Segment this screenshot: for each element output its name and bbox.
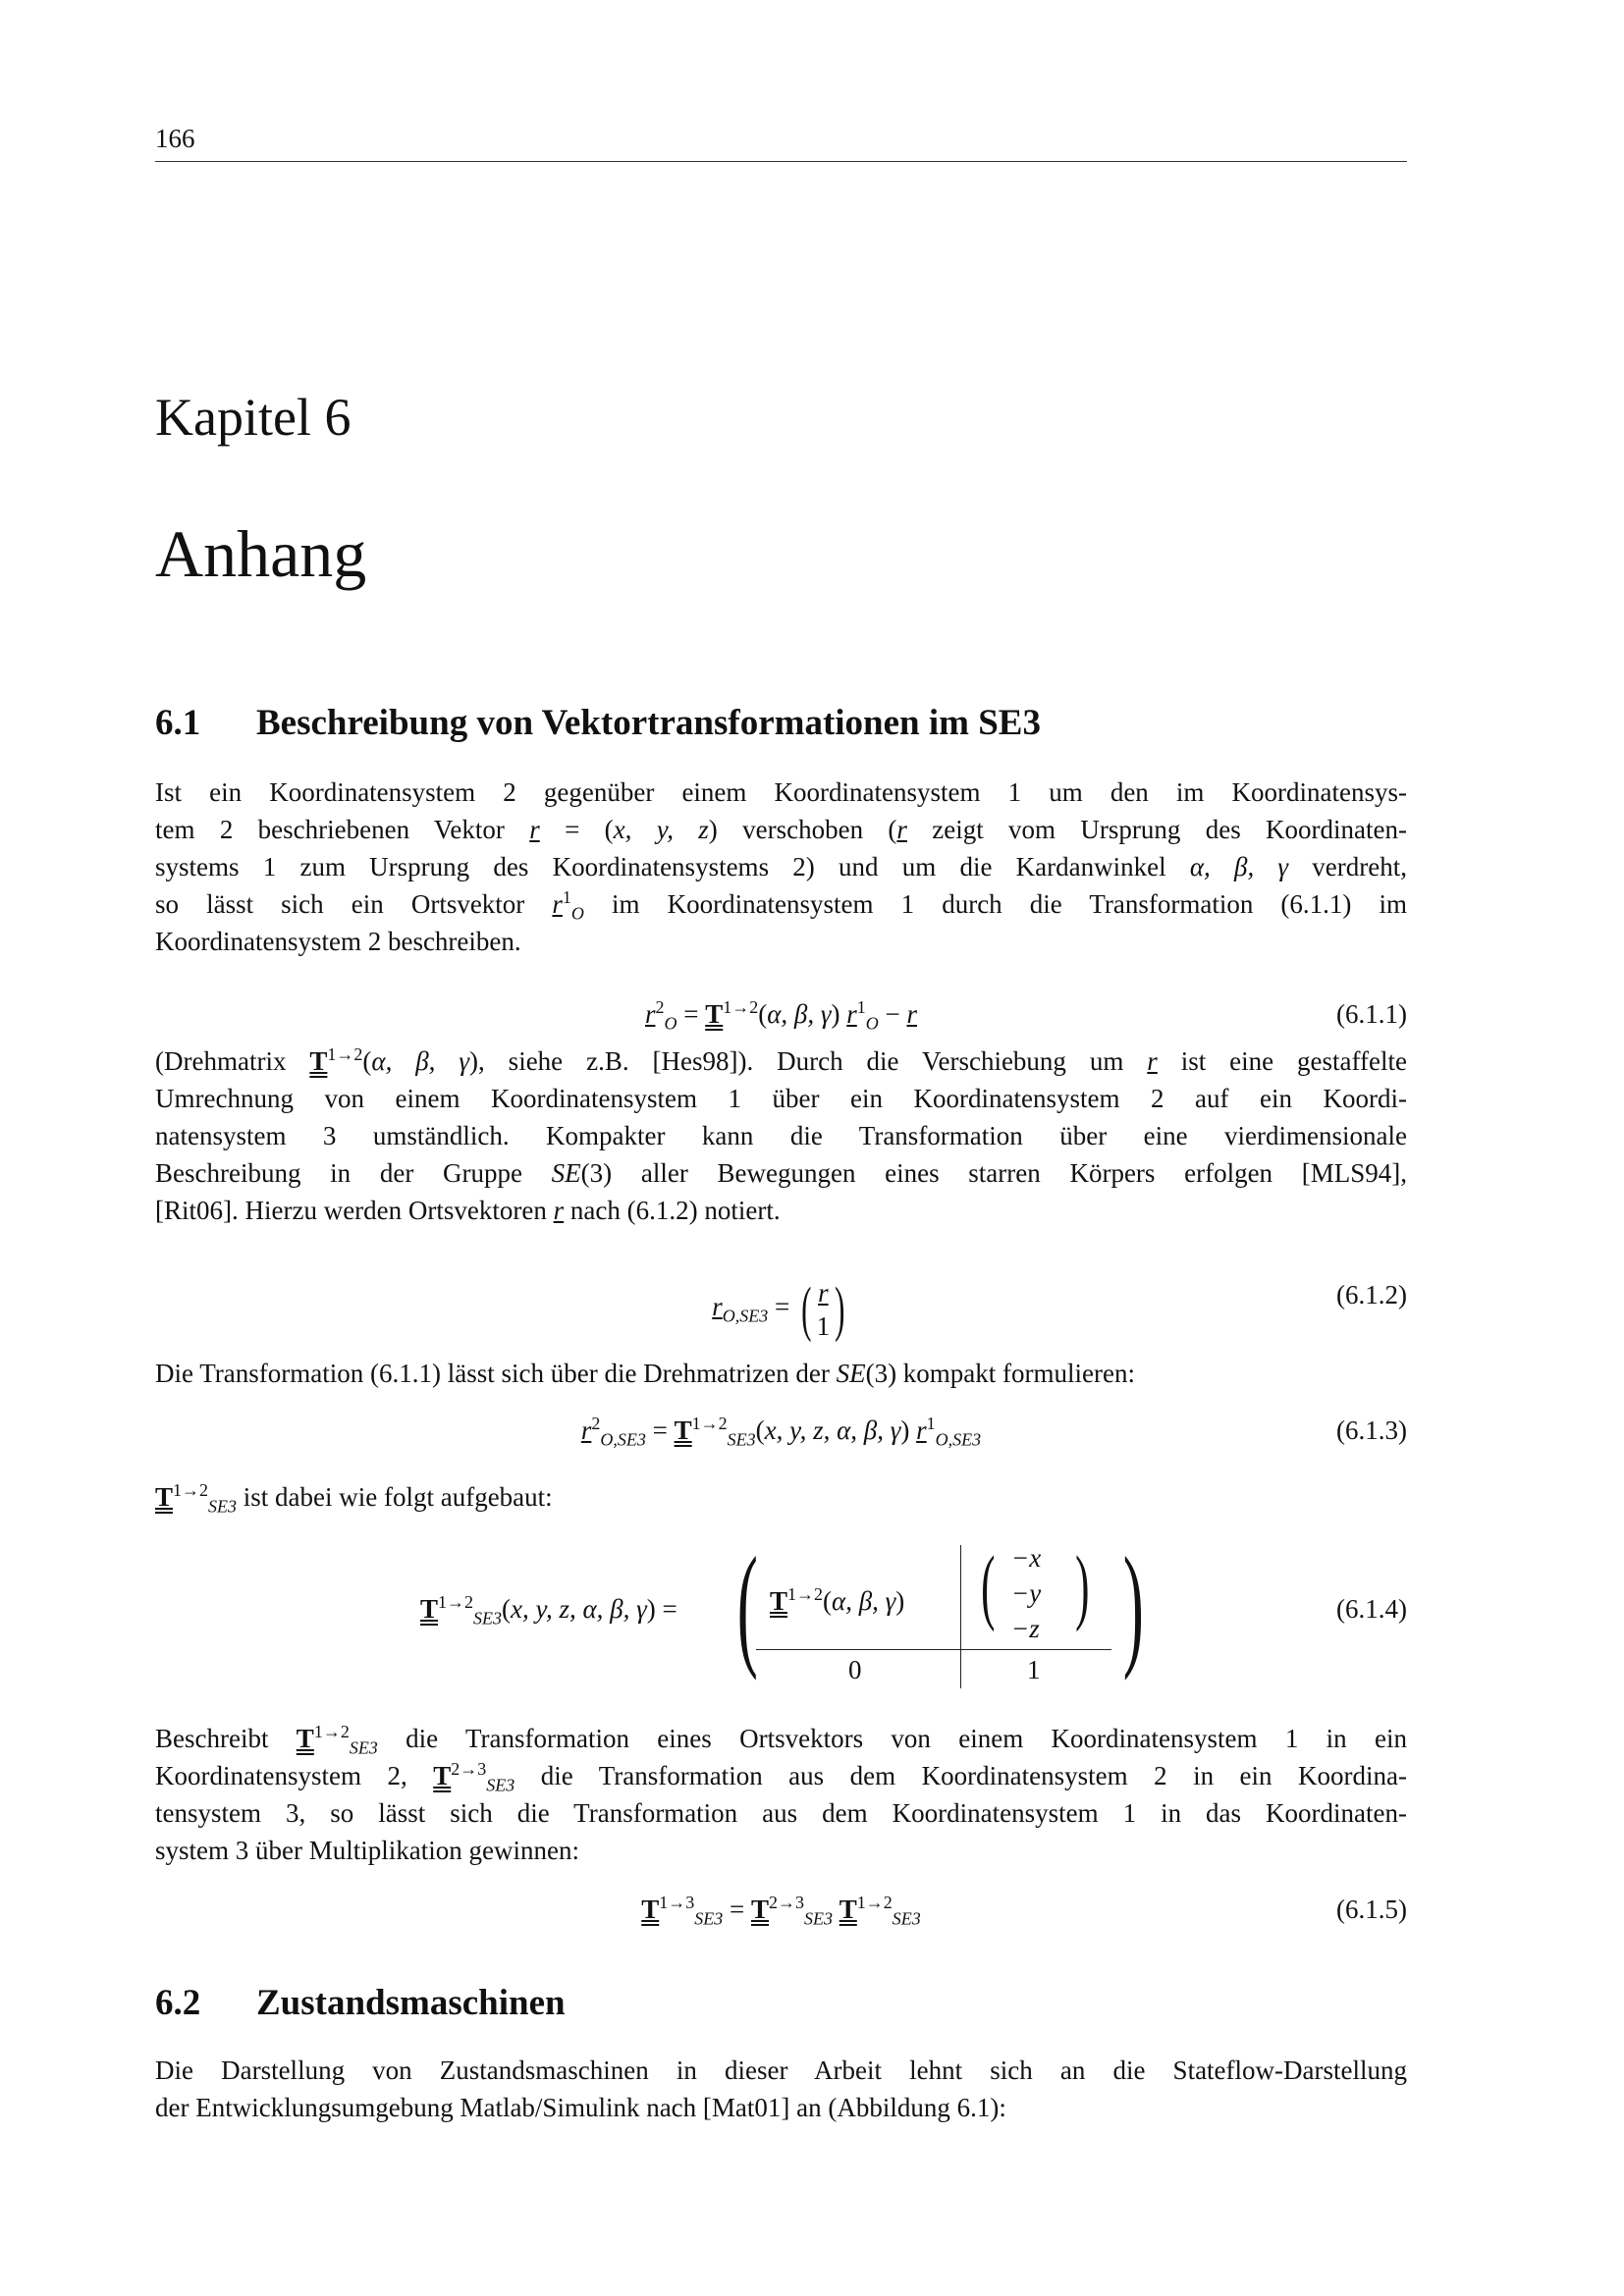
paragraph-4	[155, 1478, 1407, 1516]
paragraph-4-text: ist dabei wie folgt aufgebaut:	[243, 1482, 553, 1512]
text-line: (Drehmatrix $T^{1\to 2}(\alpha$, β, γ), siehe z.B. [Hes98]). Durch die Verschiebung um r ist eine gestaffelte	[155, 1044, 1407, 1076]
block-matrix	[736, 1529, 1145, 1693]
text-line: Die Darstellung von Zustandsmaschinen in dieser Arbeit lehnt sich an die Stateflow-Darstellung	[155, 2056, 1407, 2085]
paragraph-5	[155, 1720, 1407, 1869]
equation-body: $r^2_{O,SE3} = T^{1\to 2}_{SE3}(x$, y, z, α, β, γ) $r^1_{O,SE3}$	[580, 1414, 982, 1450]
header-rule	[155, 161, 1407, 162]
equation-6-1-1	[155, 999, 1407, 1039]
equation-6-1-2	[155, 1256, 1407, 1343]
rotation-cell: $T^{1\to 2}(\alpha$, β, γ)	[770, 1584, 905, 1616]
equation-number: (6.1.5)	[1336, 1895, 1407, 1924]
vector-entry: −y	[1011, 1578, 1042, 1608]
text-line: Umrechnung von einem Koordinatensystem 1 über ein Koordinatensystem 2 auf ein Koordi-	[155, 1084, 1407, 1113]
block-divider-horizontal	[756, 1649, 1111, 1650]
equation-6-1-5	[155, 1895, 1407, 1934]
text-line: tem 2 beschriebenen Vektor r = (x, y, z) verschoben (r zeigt vom Ursprung des Koordinaten-	[155, 815, 1407, 844]
text-line: natensystem 3 umständlich. Kompakter kann die Transformation über eine vierdimensionale	[155, 1121, 1407, 1150]
section-title: Beschreibung von Vektortransformationen im SE3	[256, 703, 1041, 743]
text-line: Koordinatensystem 2, $T^{2\to 3}_{SE3}$ die Transformation aus dem Koordinatensystem 2 in ein Koordina-	[155, 1759, 1408, 1795]
text-line: systems 1 zum Ursprung des Koordinatensystems 2) und um die Kardanwinkel α, β, γ verdreht,	[155, 852, 1407, 881]
section-heading-6-2	[155, 1985, 566, 2021]
equation-body: $T^{1\to 3}_{SE3} = T^{2\to 3}_{SE3}$ $T^{1\to 2}_{SE3}$	[641, 1893, 921, 1929]
bottom-right-cell: 1	[1027, 1655, 1041, 1684]
text-line: $T^{1\to 2}_{SE3}$ ist dabei wie folgt aufgebaut:	[155, 1480, 553, 1517]
vector-entry: −z	[1011, 1614, 1040, 1643]
text-line: so lässt sich ein Ortsvektor $r^1_O$ im Koordinatensystem 1 durch die Transformation (6.1.1) im	[155, 887, 1407, 924]
paragraph-1	[155, 774, 1407, 960]
block-divider-vertical	[960, 1545, 961, 1688]
chapter-title: Anhang	[155, 516, 367, 591]
paragraph-2	[155, 1042, 1407, 1229]
text-line: Beschreibung in der Gruppe SE(3) aller Bewegungen eines starren Körpers erfolgen [MLS94],	[155, 1158, 1407, 1188]
page-number: 166	[155, 124, 195, 153]
vector-left-paren: (	[981, 1538, 996, 1632]
text-line: [Rit06]. Hierzu werden Ortsvektoren r nach (6.1.2) notiert.	[155, 1196, 781, 1225]
equation-body: $r^2_O = T^{1\to 2}(\alpha$, β, γ) $r^1_O - r$	[644, 997, 918, 1034]
section-number: 6.1	[155, 703, 201, 743]
equation-body: $r_{O,SE3}$ = ( r 1)	[712, 1276, 845, 1343]
vector-entry: −x	[1011, 1543, 1042, 1573]
section-number: 6.2	[155, 1983, 201, 2023]
equation-6-1-3	[155, 1415, 1407, 1455]
text-line: Die Transformation (6.1.1) lässt sich über die Drehmatrizen der SE(3) kompakt formulieren:	[155, 1359, 1135, 1388]
equation-number: (6.1.4)	[1336, 1594, 1407, 1624]
vector-right-paren: )	[1075, 1538, 1090, 1632]
section-title: Zustandsmaschinen	[256, 1983, 566, 2023]
left-paren: (	[736, 1529, 758, 1682]
text-line: der Entwicklungsumgebung Matlab/Simulink nach [Mat01] an (Abbildung 6.1):	[155, 2093, 1006, 2122]
equation-left-side: $T^{1\to 2}_{SE3}(x$, y, z, α, β, γ) =	[420, 1592, 677, 1629]
bottom-left-cell: 0	[848, 1655, 862, 1684]
equation-number: (6.1.3)	[1336, 1415, 1407, 1445]
text-line: Koordinatensystem 2 beschreiben.	[155, 927, 521, 956]
right-paren: )	[1123, 1529, 1145, 1682]
equation-number: (6.1.2)	[1336, 1280, 1407, 1309]
chapter-label: Kapitel 6	[155, 388, 352, 447]
text-line: Ist ein Koordinatensystem 2 gegenüber einem Koordinatensystem 1 um den im Koordinatensys-	[155, 777, 1407, 807]
text-line: tensystem 3, so lässt sich die Transformation aus dem Koordinatensystem 1 in das Koordinaten-	[155, 1798, 1407, 1828]
paragraph-6	[155, 2052, 1407, 2126]
equation-number: (6.1.1)	[1336, 999, 1407, 1029]
text-line: Beschreibt $T^{1\to 2}_{SE3}$ die Transformation eines Ortsvektors von einem Koordinatensystem 1 in ein	[155, 1722, 1407, 1758]
section-heading-6-1	[155, 705, 1041, 741]
text-line: system 3 über Multiplikation gewinnen:	[155, 1836, 579, 1865]
paragraph-3	[155, 1355, 1407, 1392]
